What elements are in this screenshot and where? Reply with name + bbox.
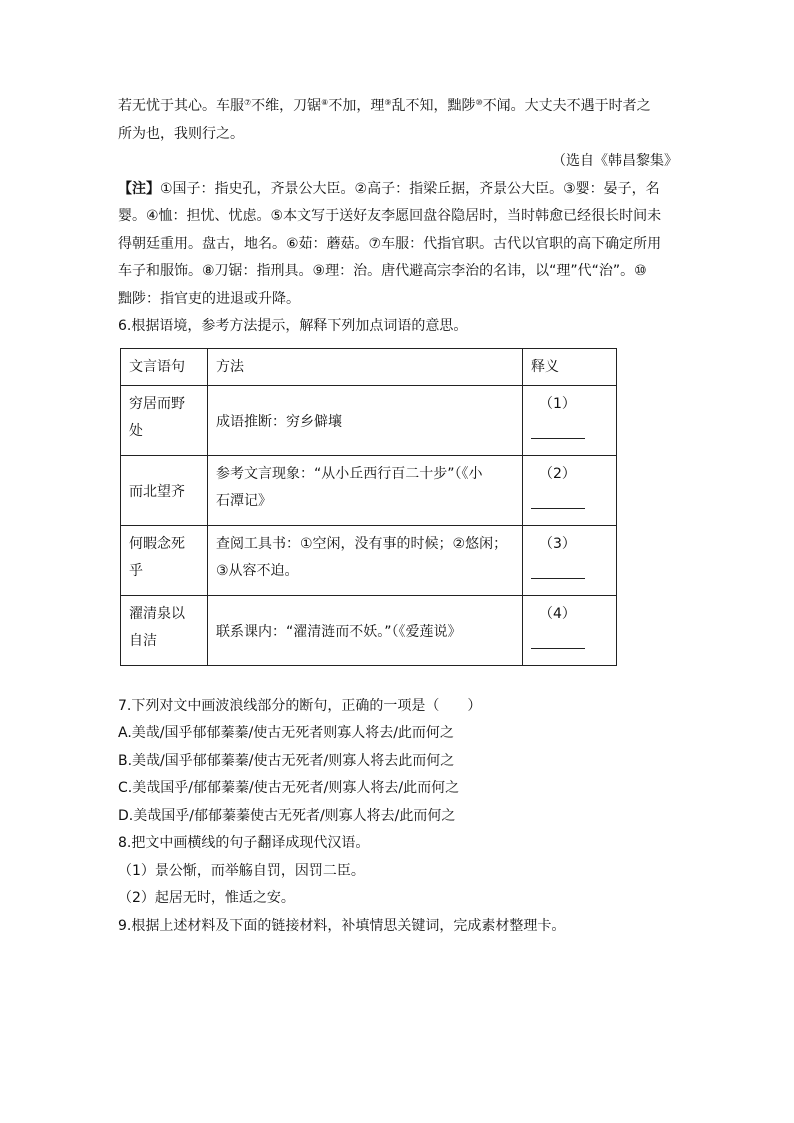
answer-blank[interactable] bbox=[531, 494, 585, 509]
question-8-item-2: （2）起居无时，惟适之安。 bbox=[118, 890, 295, 906]
method-cell: 查阅工具书：①空闲，没有事的时候；②悠闲； ③从容不迫。 bbox=[208, 525, 523, 595]
table-header-row bbox=[121, 348, 617, 385]
passage-source: （选自《韩昌黎集》 bbox=[552, 153, 678, 169]
method-cell: 联系课内：“濯清涟而不妖。”（《爱莲说》 bbox=[208, 595, 523, 665]
table-row bbox=[121, 525, 617, 595]
table-row bbox=[121, 595, 617, 665]
table-header-cell: 方法 bbox=[208, 348, 523, 385]
answer-cell: （1） bbox=[523, 385, 617, 455]
answer-blank[interactable] bbox=[531, 634, 585, 649]
notes-line-1: 【注】①国子：指史孔，齐景公大臣。②高子：指梁丘据，齐景公大臣。③婴：晏子，名 bbox=[118, 180, 660, 197]
phrase-cell: 何暇念死 乎 bbox=[121, 525, 208, 595]
question-6-title: 6.根据语境，参考方法提示，解释下列加点词语的意思。 bbox=[118, 318, 468, 334]
method-cell: 成语推断：穷乡僻壤 bbox=[208, 385, 523, 455]
phrase-cell: 而北望齐 bbox=[121, 455, 208, 525]
option-d[interactable]: D.美哉国乎/郁郁蓁蓁使古无死者/则寡人将去/此而何之 bbox=[118, 807, 456, 824]
option-c[interactable]: C.美哉国乎/郁郁蓁蓁/使古无死者/则寡人将去/此而何之 bbox=[118, 780, 460, 796]
answer-cell: （3） bbox=[523, 525, 617, 595]
phrase-cell: 穷居而野 处 bbox=[121, 385, 208, 455]
answer-cell: （2） bbox=[523, 455, 617, 525]
question-8-title: 8.把文中画横线的句子翻译成现代汉语。 bbox=[118, 835, 370, 851]
table-header-cell: 释义 bbox=[523, 348, 617, 385]
table-header-cell: 文言语句 bbox=[121, 348, 208, 385]
passage-line-2: 所为也，我则行之。 bbox=[118, 125, 244, 142]
notes-label: 【注】 bbox=[118, 180, 160, 197]
notes-line-4: 车子和服饰。⑧刀锯：指刑具。⑨理：治。唐代避高宗李治的名讳，以“理”代“治”。⑩ bbox=[118, 263, 647, 279]
table-row bbox=[121, 385, 617, 455]
option-b[interactable]: B.美哉/国乎郁郁蓁蓁/使古无死者/则寡人将去此而何之 bbox=[118, 752, 455, 769]
answer-blank[interactable] bbox=[531, 424, 585, 439]
notes-line-2: 婴。④恤：担忧、忧虑。⑤本文写于送好友李愿回盘谷隐居时，当时韩愈已经很长时间未 bbox=[118, 208, 662, 224]
method-cell: 参考文言现象：“从小丘西行百二十步”（《小 石潭记》 bbox=[208, 455, 523, 525]
answer-blank[interactable] bbox=[531, 564, 585, 579]
document-page bbox=[118, 93, 678, 940]
question-9-title: 9.根据上述材料及下面的链接材料，补填情思关键词，完成素材整理卡。 bbox=[118, 917, 566, 934]
table-row bbox=[121, 455, 617, 525]
phrase-cell: 濯清泉以 自洁 bbox=[121, 595, 208, 665]
notes-line-5: 黜陟：指官吏的进退或升降。 bbox=[118, 290, 300, 307]
notes-line-3: 得朝廷重用。盘古，地名。⑥茹：蘑菇。⑦车服：代指官职。古代以官职的高下确定所用 bbox=[118, 235, 662, 252]
question-7-title: 7.下列对文中画波浪线部分的断句，正确的一项是（ ） bbox=[118, 697, 482, 714]
answer-cell: （4） bbox=[523, 595, 617, 665]
question-8-item-1: （1）景公惭，而举觞自罚，因罚二臣。 bbox=[118, 862, 365, 879]
question-6-table bbox=[120, 348, 617, 666]
option-a[interactable]: A.美哉/国乎郁郁蓁蓁/使古无死者则寡人将去/此而何之 bbox=[118, 725, 454, 741]
passage-line-1: 若无忧于其心。车服⑦不维，刀锯⑧不加，理⑨乱不知，黜陟⑩不闻。大丈夫不遇于时者之 bbox=[118, 98, 651, 114]
